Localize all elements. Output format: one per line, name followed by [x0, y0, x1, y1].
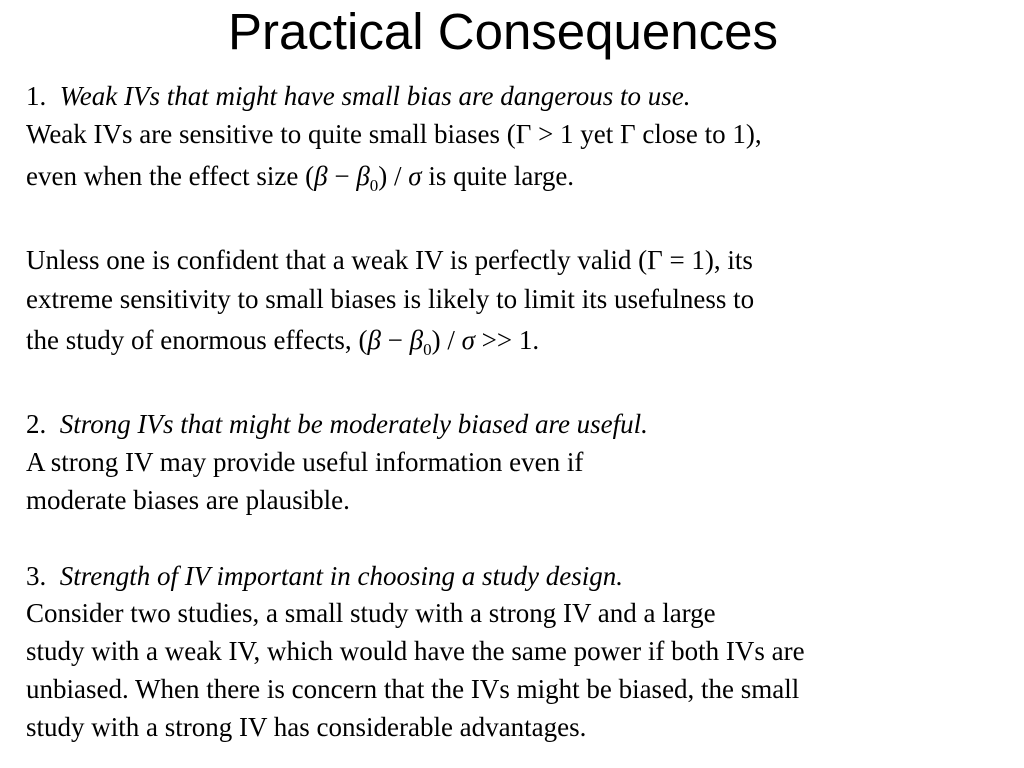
gamma-equals-one: Γ = 1 — [647, 245, 705, 275]
section-1-para2-line-3 — [26, 324, 540, 359]
gamma-symbol: Γ — [620, 119, 636, 149]
section-2-number: 2. — [26, 409, 47, 439]
formula2-sigma: σ — [461, 325, 475, 355]
formula-subscript-zero: 0 — [369, 176, 379, 195]
gamma-greater-than-one: Γ > 1 — [515, 119, 574, 149]
section-2-heading-text: Strong IVs that might be moderately biased are useful. — [59, 409, 648, 439]
section-1-heading-text: Weak IVs that might have small bias are dangerous to use. — [59, 81, 691, 111]
section-3-line-3: unbiased. When there is concern that the IVs might be biased, the small — [26, 674, 800, 704]
formula2-beta-zero: β — [409, 325, 424, 355]
section-1-para2-line-1-text-b: ), its — [704, 245, 753, 275]
formula-sigma: σ — [408, 161, 422, 191]
section-2-line-1: A strong IV may provide useful information even if — [26, 447, 584, 477]
section-1-line-1 — [26, 118, 762, 150]
section-3-heading — [26, 560, 623, 592]
section-2-line-2: moderate biases are plausible. — [26, 485, 350, 515]
section-1-heading — [26, 80, 690, 112]
section-1-para2-line-1-text-a: Unless one is confident that a weak IV is perfectly valid ( — [26, 245, 648, 275]
formula-beta-zero: β — [356, 161, 370, 191]
section-3-line-1: Consider two studies, a small study with a strong IV and a large — [26, 598, 716, 628]
section-3-line-4: study with a strong IV has considerable advantages. — [26, 712, 587, 742]
section-1-line-1-text-b: yet — [573, 119, 621, 149]
section-1-line-2-text-b: is quite large. — [421, 161, 575, 191]
section-1-line-2-text-a: even when the effect size — [26, 161, 306, 191]
formula2-beta: β — [367, 325, 381, 355]
section-2-heading — [26, 408, 648, 440]
section-1-para2-line-2: extreme sensitivity to small biases is likely to limit its usefulness to — [26, 284, 755, 314]
section-1-para2-line-3-text-a: the study of enormous effects, — [26, 325, 359, 355]
formula-beta: β — [314, 161, 328, 191]
section-1-line-1-text-a: Weak IVs are sensitive to quite small biases ( — [26, 119, 516, 149]
formula-close-paren-slash: ) / — [378, 161, 409, 191]
section-1-line-2 — [26, 160, 575, 195]
enormous-effect-formula — [358, 325, 533, 359]
slide-title: Practical Consequences — [228, 3, 778, 60]
formula2-subscript-zero: 0 — [423, 340, 432, 359]
formula2-minus: − — [380, 325, 410, 355]
section-3-heading-text: Strength of IV important in choosing a study design. — [59, 561, 623, 591]
formula2-open-paren: ( — [358, 325, 368, 355]
formula-open-paren: ( — [305, 161, 315, 191]
effect-size-formula — [305, 161, 422, 195]
section-3-line-2: study with a weak IV, which would have the same power if both IVs are — [26, 636, 805, 666]
formula2-close-paren-slash: ) / — [431, 325, 462, 355]
section-1-para2-line-3-text-b: . — [532, 325, 540, 355]
section-1-para2-line-1 — [26, 244, 753, 276]
formula-minus: − — [327, 161, 357, 191]
formula2-much-greater-than-one: >> 1 — [474, 325, 533, 355]
section-1-number: 1. — [26, 81, 47, 111]
section-3-number: 3. — [26, 561, 47, 591]
section-1-line-1-text-c: close to 1), — [635, 119, 762, 149]
